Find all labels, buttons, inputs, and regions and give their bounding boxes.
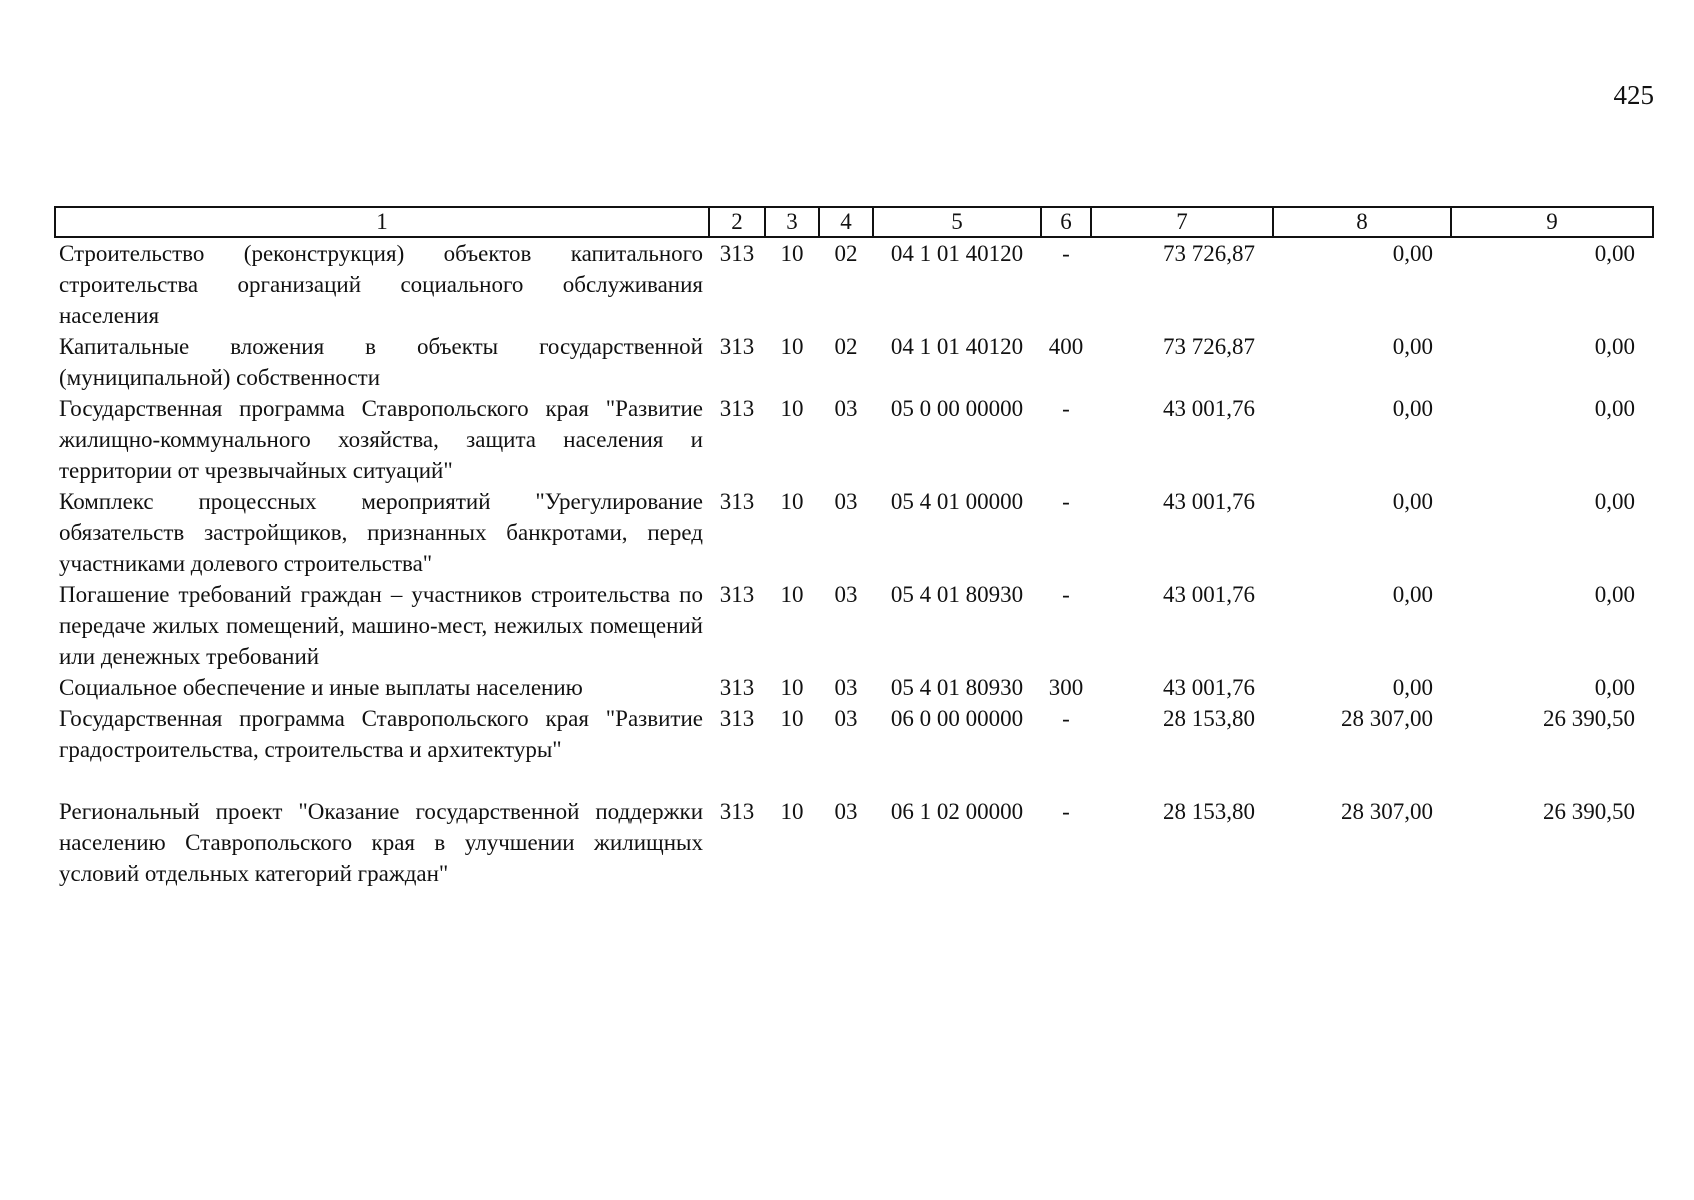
cell-ministry-code: 313 xyxy=(719,706,755,731)
cell-amount-8: 0,00 xyxy=(1392,489,1433,514)
cell-ministry-code: 313 xyxy=(719,241,755,266)
column-header-1: 1 xyxy=(55,207,709,237)
cell-amount-7: 43 001,76 xyxy=(1163,582,1255,607)
cell-amount-7: 73 726,87 xyxy=(1163,334,1255,359)
cell-expense-type: 300 xyxy=(1048,675,1084,700)
cell-subsection: 03 xyxy=(834,675,858,700)
cell-subsection: 03 xyxy=(834,582,858,607)
cell-section: 10 xyxy=(780,706,804,731)
column-header-8: 8 xyxy=(1273,207,1451,237)
cell-amount-9: 0,00 xyxy=(1594,396,1635,421)
cell-section: 10 xyxy=(780,334,804,359)
cell-amount-7: 28 153,80 xyxy=(1163,706,1255,731)
table-row xyxy=(55,703,1653,796)
table-row xyxy=(55,796,1653,889)
cell-section: 10 xyxy=(780,582,804,607)
cell-section: 10 xyxy=(780,489,804,514)
cell-amount-9: 0,00 xyxy=(1594,582,1635,607)
cell-subsection: 03 xyxy=(834,706,858,731)
column-header-9: 9 xyxy=(1451,207,1653,237)
row-name: Погашение требований граждан – участников строительства по передаче жилых помещений, машино-мест, нежилых помещений или денежных требований xyxy=(59,582,703,669)
table-row xyxy=(55,393,1653,486)
cell-amount-7: 43 001,76 xyxy=(1163,396,1255,421)
cell-target-article: 04 1 01 40120 xyxy=(890,334,1024,359)
cell-amount-8: 0,00 xyxy=(1392,396,1433,421)
cell-amount-8: 28 307,00 xyxy=(1341,706,1433,731)
cell-amount-7: 28 153,80 xyxy=(1163,799,1255,824)
cell-expense-type: - xyxy=(1062,396,1070,421)
cell-expense-type: - xyxy=(1062,489,1070,514)
cell-amount-8: 0,00 xyxy=(1392,334,1433,359)
cell-amount-8: 0,00 xyxy=(1392,675,1433,700)
cell-ministry-code: 313 xyxy=(719,334,755,359)
cell-amount-9: 0,00 xyxy=(1594,241,1635,266)
cell-amount-8: 0,00 xyxy=(1392,582,1433,607)
cell-subsection: 03 xyxy=(834,396,858,421)
table-header-row xyxy=(55,207,1653,237)
cell-amount-7: 73 726,87 xyxy=(1163,241,1255,266)
column-header-4: 4 xyxy=(819,207,873,237)
cell-target-article: 04 1 01 40120 xyxy=(890,241,1024,266)
budget-table xyxy=(54,206,1654,889)
cell-target-article: 05 4 01 80930 xyxy=(890,582,1024,607)
cell-section: 10 xyxy=(780,396,804,421)
cell-expense-type: - xyxy=(1062,582,1070,607)
cell-subsection: 03 xyxy=(834,799,858,824)
column-header-7: 7 xyxy=(1091,207,1273,237)
row-name: Государственная программа Ставропольского края "Развитие градостроительства, строительства и архитектуры" xyxy=(59,706,703,762)
table-row xyxy=(55,579,1653,672)
row-name: Региональный проект "Оказание государственной поддержки населению Ставропольского края в улучшении жилищных условий отдельных категорий граждан" xyxy=(59,799,703,886)
cell-ministry-code: 313 xyxy=(719,799,755,824)
cell-target-article: 05 4 01 80930 xyxy=(890,675,1024,700)
cell-amount-9: 26 390,50 xyxy=(1543,799,1635,824)
row-name: Государственная программа Ставропольского края "Развитие жилищно-коммунального хозяйства, защита населения и территории от чрезвычайных ситуаций" xyxy=(59,396,703,483)
cell-section: 10 xyxy=(780,799,804,824)
cell-expense-type: - xyxy=(1062,799,1070,824)
cell-amount-7: 43 001,76 xyxy=(1163,675,1255,700)
column-header-3: 3 xyxy=(765,207,819,237)
cell-amount-9: 0,00 xyxy=(1594,334,1635,359)
cell-subsection: 02 xyxy=(834,241,858,266)
row-name: Строительство (реконструкция) объектов капитального строительства организаций социального обслуживания населения xyxy=(59,241,703,328)
cell-expense-type: 400 xyxy=(1048,334,1084,359)
row-name: Капитальные вложения в объекты государственной (муниципальной) собственности xyxy=(59,334,703,390)
cell-ministry-code: 313 xyxy=(719,396,755,421)
cell-section: 10 xyxy=(780,675,804,700)
cell-subsection: 03 xyxy=(834,489,858,514)
cell-target-article: 06 0 00 00000 xyxy=(890,706,1024,731)
cell-amount-9: 0,00 xyxy=(1594,489,1635,514)
cell-expense-type: - xyxy=(1062,706,1070,731)
cell-expense-type: - xyxy=(1062,241,1070,266)
column-header-6: 6 xyxy=(1041,207,1091,237)
cell-amount-8: 0,00 xyxy=(1392,241,1433,266)
cell-ministry-code: 313 xyxy=(719,675,755,700)
page-number: 425 xyxy=(1613,80,1654,110)
cell-target-article: 06 1 02 00000 xyxy=(890,799,1024,824)
table-row xyxy=(55,486,1653,579)
cell-amount-9: 0,00 xyxy=(1594,675,1635,700)
cell-amount-8: 28 307,00 xyxy=(1341,799,1433,824)
table-row xyxy=(55,237,1653,331)
cell-amount-9: 26 390,50 xyxy=(1543,706,1635,731)
table-row xyxy=(55,331,1653,393)
cell-subsection: 02 xyxy=(834,334,858,359)
cell-section: 10 xyxy=(780,241,804,266)
table-row xyxy=(55,672,1653,703)
row-name: Социальное обеспечение и иные выплаты населению xyxy=(59,675,583,700)
column-header-5: 5 xyxy=(873,207,1041,237)
cell-ministry-code: 313 xyxy=(719,582,755,607)
row-name: Комплекс процессных мероприятий "Урегулирование обязательств застройщиков, признанных банкротами, перед участниками долевого строительства" xyxy=(59,489,703,576)
cell-amount-7: 43 001,76 xyxy=(1163,489,1255,514)
cell-target-article: 05 0 00 00000 xyxy=(890,396,1024,421)
cell-ministry-code: 313 xyxy=(719,489,755,514)
column-header-2: 2 xyxy=(709,207,765,237)
cell-target-article: 05 4 01 00000 xyxy=(890,489,1024,514)
